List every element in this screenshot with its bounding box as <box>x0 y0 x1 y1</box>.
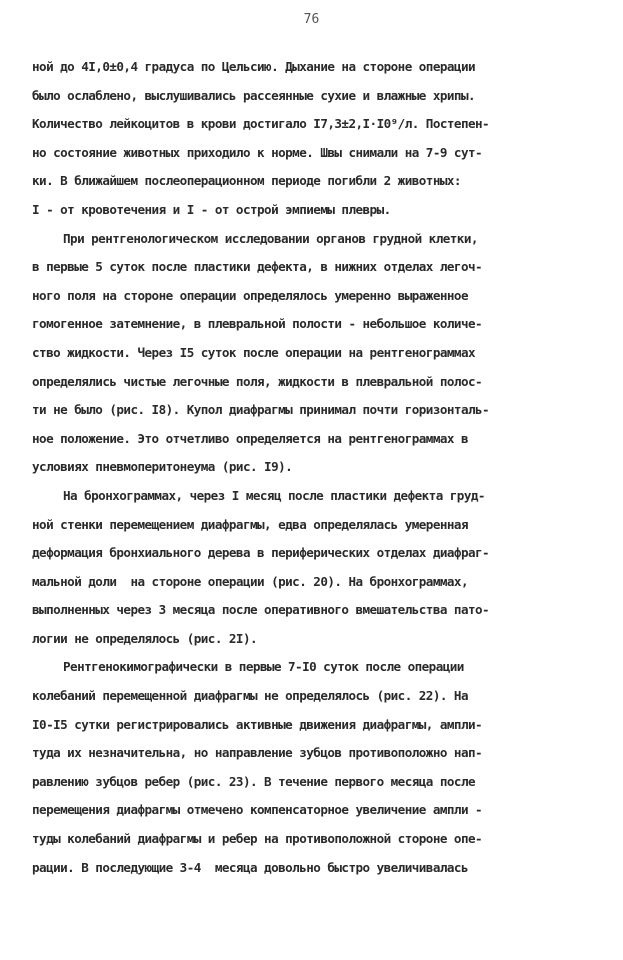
text-line: Рентгенокимографически в первые 7-I0 суток после операции <box>63 659 464 675</box>
text-line: ки. В ближайшем послеоперационном периоде погибли 2 животных: <box>32 173 461 189</box>
page-number: 76 <box>303 12 320 27</box>
text-line: гомогенное затемнение, в плевральной полости - небольшое количе- <box>32 316 483 332</box>
text-line: ной до 4I,0±0,4 градуса по Цельсию. Дыхание на стороне операции <box>32 59 476 74</box>
text-line: перемещения диафрагмы отмечено компенсаторное увеличение ампли - <box>32 802 483 818</box>
text-line: условиях пневмоперитонеума (рис. I9). <box>32 459 293 475</box>
text-line: определялись чистые легочные поля, жидкости в плевральной полос- <box>32 373 483 389</box>
text-line: ное положение. Это отчетливо определяется на рентгенограммах в <box>32 430 468 446</box>
text-line: было ослаблено, выслушивались рассеянные сухие и влажные хрипы. <box>32 87 476 103</box>
text-line: I - от кровотечения и I - от острой эмпиемы плевры. <box>32 201 391 217</box>
text-line: туда их незначительна, но направление зубцов противоположно нап- <box>32 745 483 761</box>
text-line: выполненных через 3 месяца после оперативного вмешательства пато- <box>32 602 490 618</box>
text-line: туды колебаний диафрагмы и ребер на противоположной стороне опе- <box>32 831 483 847</box>
text-line: ство жидкости. Через I5 суток после операции на рентгенограммах <box>32 344 476 360</box>
text-line: На бронхограммах, через I месяц после пластики дефекта груд- <box>63 487 485 503</box>
text-line: ной стенки перемещением диафрагмы, едва определялась умеренная <box>32 516 468 532</box>
text-line: рации. В последующие 3-4 месяца довольно быстро увеличивалась <box>32 859 468 875</box>
text-line: логии не определялось (рис. 2I). <box>32 630 258 646</box>
text-line: в первые 5 суток после пластики дефекта, в нижних отделах легоч- <box>32 259 483 275</box>
text-line: но состояние животных приходило к норме. Швы снимали на 7-9 сут- <box>32 144 483 160</box>
text-line: ного поля на стороне операции определялось умеренно выраженное <box>32 287 468 303</box>
text-line: колебаний перемещенной диафрагмы не определялось (рис. 22). На <box>32 688 468 704</box>
body-text <box>32 53 602 882</box>
text-line: I0-I5 сутки регистрировались активные движения диафрагмы, ампли- <box>32 716 483 732</box>
text-line: деформация бронхиального дерева в периферических отделах диафраг- <box>32 545 490 561</box>
text-line: мальной доли на стороне операции (рис. 20). На бронхограммах, <box>32 573 468 589</box>
text-line: При рентгенологическом исследовании органов грудной клетки, <box>63 230 478 246</box>
text-line: Количество лейкоцитов в крови достигало I7,3±2,I·I0⁹/л. Постепен- <box>32 116 490 132</box>
text-line: ти не было (рис. I8). Купол диафрагмы принимал почти горизонталь- <box>32 402 490 418</box>
text-line: равлению зубцов ребер (рис. 23). В течение первого месяца после <box>32 773 476 789</box>
